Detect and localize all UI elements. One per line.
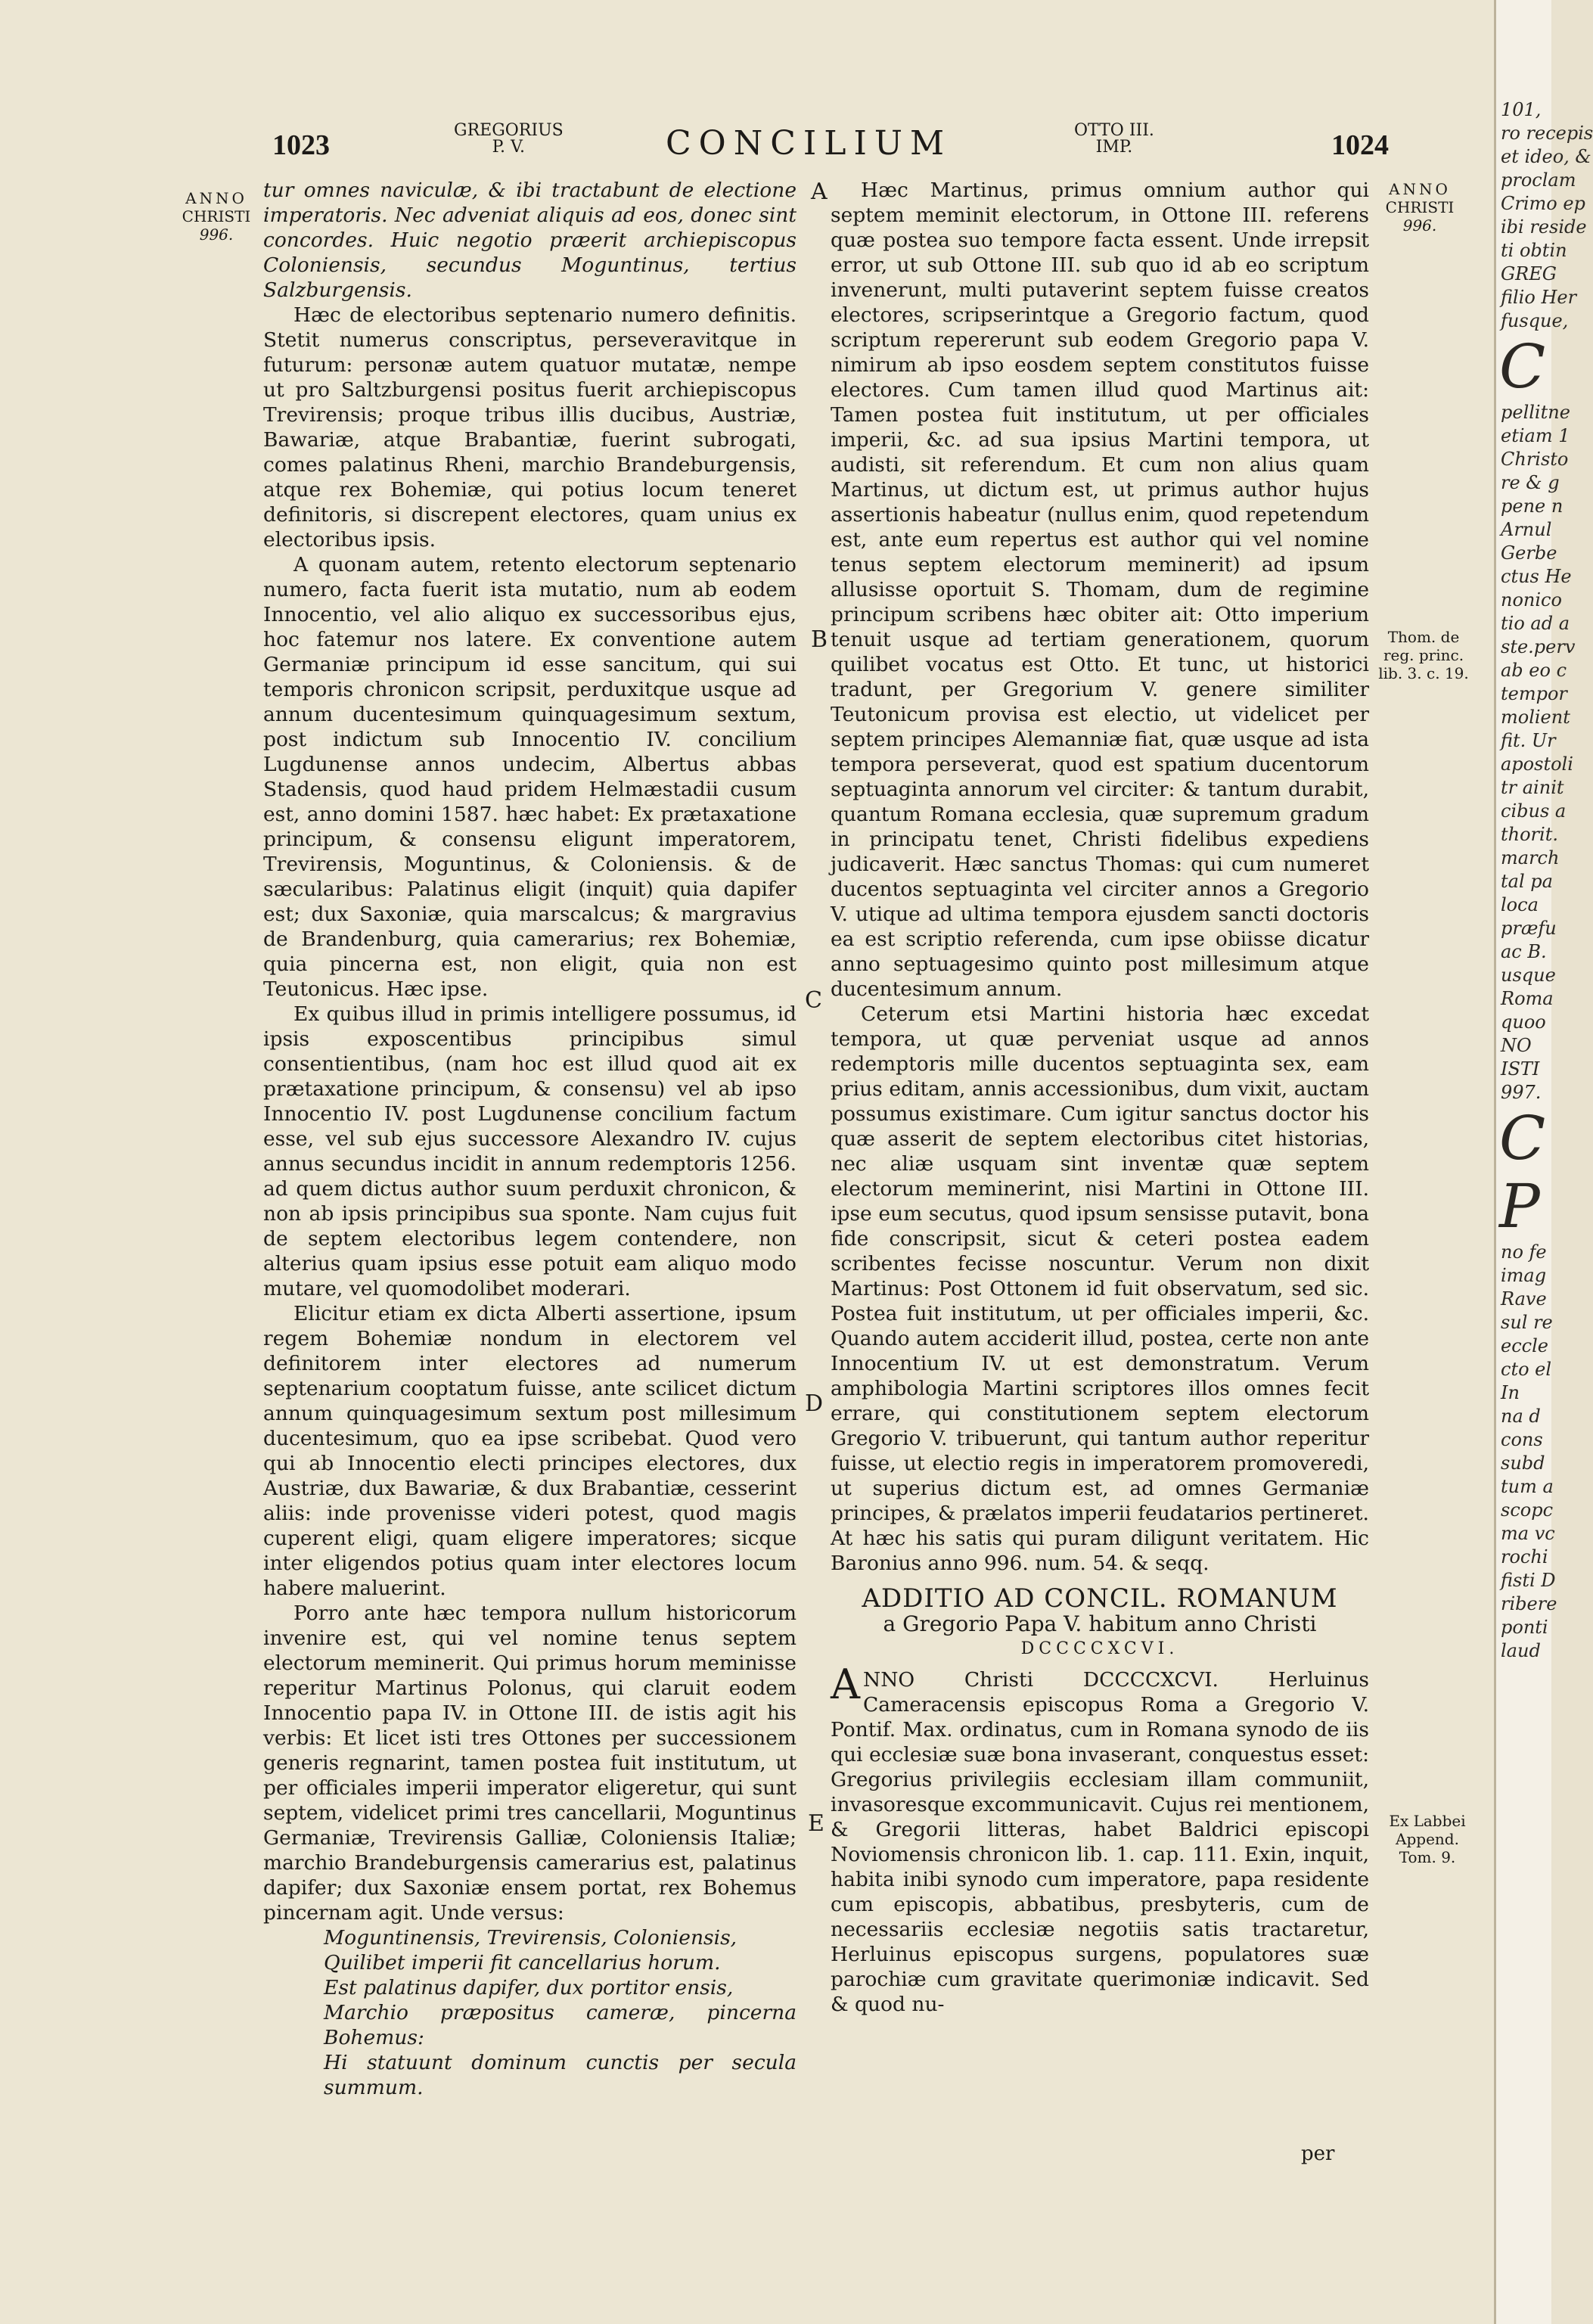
paragraph: Ceterum etsi Martini historia hæc excedat tempora, ut quæ perveniat usque ad annos redemptoris mille ducentos septuaginta sex, eam prius editam, annis accessionibus, dum vixit, auctam possumus existimare. Cum igitur sanctus doctor his quæ asserit de septem electoribus citet historias, nec aliæ usquam sint inventæ quæ septem electorum meminerint, nisi Martini in Ottone III. ipse eum secutus, quod ipsum sensisse putavit, bona fide conscripsit, sicut & ceteri postea eadem scribentes fecisse noscuntur. Verum non dixit Martinus: Post Ottonem id fuit observatum, sed sic. Postea fuit institutum, ut per officiales imperii, &c. Quando autem acciderit illud, postea, certe non ante Innocentium IV. ut est demonstratum. Verum amphibologia Martini scriptores illos omnes fecit errare, qui constitutionem septem electorum Gregorio V. tribuerunt, qui tantum author reperitur fuisse, ut electio regis in imperatorem promoveredi, ut superius dictum est, ad omnes Germaniæ principes, & prælatos imperii feudatarios pertineret. At hæc his satis qui puram diligunt veritatem. Hic Baronius anno 996. num. 54. & seqq. — [831, 1002, 1369, 1575]
adjacent-page-fragment: tal pa — [1501, 871, 1553, 892]
adjacent-page-fragment: cto el — [1501, 1359, 1552, 1380]
verse-line: Hi statuunt dominum cunctis per secula summum. — [324, 2051, 796, 2099]
right-text-column — [831, 178, 1369, 2017]
paragraph-text: NNO Christi DCCCCXCVI. Herluinus Cameracensis episcopus Roma a Gregorio V. Pontif. Max. ordinatus, cum in Romana synodo de iis qui ecclesiæ suæ bona invaserant, conquestus esset: Gregorius privilegiis ecclesiam illam communiit, invasoresque excommunicavit. Cujus rei mentionem, & Gregorii litteras, habet Baldrici episcopi Noviomensis chronicon lib. 1. cap. 111. Exin, inquit, habita inibi synodo cum imperatore, papa residente cum episcopis, abbatibus, presbyteris, cum de necessariis ecclesiæ negotiis satis tractaretur, Herluinus episcopus surgens, populatores suæ parochiæ cum gravitate querimoniæ indicavit. Sed & quod nu- — [831, 1668, 1369, 2016]
anno-label: ANNO — [185, 189, 247, 207]
adjacent-page-fragment: NO — [1501, 1035, 1532, 1056]
adjacent-page-fragment: march — [1501, 847, 1560, 868]
adjacent-page-fragment: Roma — [1501, 988, 1554, 1009]
anno-margin-right — [1378, 180, 1461, 235]
adjacent-page-fragment: na d — [1501, 1406, 1541, 1427]
adjacent-page-fragment: tum a — [1501, 1476, 1554, 1497]
adjacent-page-fragment: Christo — [1501, 449, 1569, 470]
adjacent-page-fragment: filio Her — [1501, 287, 1577, 308]
adjacent-page-fragment: thorit. — [1501, 824, 1558, 845]
adjacent-page-fragment: ab eo c — [1501, 660, 1567, 681]
adjacent-page-fragment: quoo — [1501, 1011, 1546, 1033]
paragraph: Elicitur etiam ex dicta Alberti assertione, ipsum regem Bohemiæ nondum in electorem vel definitorem inter electores ad numerum septenarium cooptatum fuisse, ante scilicet dictum annum quinquagesimum sextum post millesimum ducentesimum, quo ea ipse scribebat. Quod vero qui ab Innocentio electi principes electores, dux Austriæ, dux Bawariæ, & dux Brabantiæ, cesserint aliis: inde provenisse videri potest, quod magis cuperent eligi, quam eligere imperatores; sicque inter eligendos potius quam inter electores locum habere maluerint. — [263, 1302, 796, 1600]
adjacent-page-fragment: In — [1501, 1382, 1520, 1403]
adjacent-page-fragment: Crimo ep — [1501, 193, 1585, 214]
adjacent-page-fragment: etiam 1 — [1501, 425, 1570, 446]
left-text-column — [263, 178, 796, 2100]
adjacent-page-fragment: ribere — [1501, 1593, 1557, 1614]
verse-line: Quilibet imperii fit cancellarius horum. — [324, 1951, 721, 1974]
adjacent-page-fragment: sul re — [1501, 1312, 1553, 1333]
left-page-number: 1023 — [272, 129, 330, 161]
thomas-citation-note: Thom. de reg. princ. lib. 3. c. 19. — [1378, 628, 1469, 682]
year-label: 996. — [1402, 216, 1437, 235]
page-header — [0, 121, 1494, 182]
center-title: CONCILIUM — [666, 124, 952, 163]
adjacent-page-fragment: cons — [1501, 1429, 1543, 1450]
addition-year: DCCCCXCVI. — [1020, 1639, 1179, 1658]
adjacent-page-fragment: Gerbe — [1501, 542, 1557, 564]
adjacent-page-fragment: P — [1499, 1171, 1540, 1241]
verse-block — [324, 1925, 796, 2100]
christi-label: CHRISTI — [182, 207, 251, 225]
adjacent-page-fragment: usque — [1501, 965, 1556, 986]
adjacent-page-fragment: tempor — [1501, 683, 1567, 704]
paragraph: Ex quibus illud in primis intelligere possumus, id ipsis exposcentibus principibus simul consentientibus, (nam hoc est illud quod ait ex prætaxatione principum, & consensu) vel ab ipso Innocentio IV. post Lugdunense concilium factum esse, vel sub ejus successore Alexandro IV. cujus annus secundus incidit in annum redemptoris 1256. ad quem dictus author suum perduxit chronicon, & non ab ipsis principibus sua sponte. Nam cujus fuit de septem electoribus legem contendere, non alterius quam ipsius esse potuit eam aliquo modo mutare, vel quomodolibet moderari. — [263, 1002, 796, 1300]
catchword: per — [1301, 2142, 1335, 2165]
addition-heading — [831, 1583, 1369, 1661]
labbe-citation-note: Ex Labbei Append. Tom. 9. — [1389, 1812, 1466, 1866]
section-letter-d: D — [805, 1390, 824, 1417]
paragraph — [831, 1661, 1369, 2017]
paragraph: tur omnes naviculæ, & ibi tractabunt de electione imperatoris. Nec adveniat aliquis ad eos, donec sint concordes. Huic negotio præerit archiepiscopus Coloniensis, secundus Moguntinus, tertius Salzburgensis. — [263, 179, 796, 302]
adjacent-page-fragment: nonico — [1501, 589, 1562, 611]
addition-subtitle: a Gregorio Papa V. habitum anno Christi — [883, 1611, 1317, 1636]
adjacent-page-fragment: 997. — [1501, 1082, 1542, 1103]
paragraph: Porro ante hæc tempora nullum historicorum invenire est, qui vel nomine tenus septem electorum meminerit. Qui primus horum meminisse reperitur Martinus Polonus, qui claruit eodem Innocentio papa IV. in Ottone III. de istis agit his verbis: Et licet isti tres Ottones per successionem generis regnarint, tamen postea fuit institutum, ut per officiales imperii imperator eligeretur, qui sunt septem, videlicet primi tres cancellarii, Moguntinus Germaniæ, Trevirensis Galliæ, Coloniensis Italiæ; marchio Brandeburgensis camerarius est, palatinus dapifer; dux Saxoniæ ensem portat, rex Bohemus pincernam agit. Unde versus: — [263, 1602, 796, 1925]
verse-line: Moguntinensis, Trevirensis, Coloniensis, — [324, 1926, 738, 1950]
adjacent-page-fragment: laud — [1501, 1640, 1541, 1661]
section-letter-a: A — [811, 179, 828, 205]
adjacent-page-fragment: tr ainit — [1501, 777, 1564, 798]
adjacent-page-fragment: subd — [1501, 1452, 1545, 1474]
adjacent-page-fragment: scopc — [1501, 1499, 1554, 1521]
adjacent-page-fragment: molient — [1501, 707, 1570, 728]
paragraph: A quonam autem, retento electorum septenario numero, facta fuerit ista mutatio, num ab eodem Innocentio, vel alio aliquo ex successoribus ejus, hoc fatemur nos latere. Ex conventione autem Germaniæ principum id esse sancitum, qui sui temporis chronicon scripsit, perduxitque usque ad annum ducentesimum quinquagesimum sextum, post indictum sub Innocentio IV. concilium Lugdunense annos undecim, Albertus abbas Stadensis, quod haud pridem Helmæstadii cusum est, anno domini 1587. hæc habet: Ex prætaxatione principum, & consensu eligunt imperatorem, Trevirensis, Moguntinus, & Coloniensis. & de sæcularibus: Palatinus eligit (inquit) quia dapifer est; dux Saxoniæ, quia marscalcus; & margravius de Brandenburg, quia camerarius; rex Bohemiæ, quia pincerna est, non eligit, quia non est Teutonicus. Hæc ipse. — [263, 553, 796, 1001]
section-letter-e: E — [808, 1810, 824, 1837]
adjacent-page-fragment: ctus He — [1501, 566, 1572, 587]
section-letter-b: B — [811, 626, 828, 653]
adjacent-page-fragment: apostoli — [1501, 753, 1573, 775]
paragraph: Hæc Martinus, primus omnium author qui septem meminit electorum, in Ottone III. referens quæ postea suo tempore facta essent. Unde irrepsit error, ut sub Ottone III. sub quo id ab eo scriptum invenerunt, multi putaverint septem fuisse creatos electores, scripserintque a Gregorio factum, quod scriptum repererunt sub eodem Gregorio papa V. nimirum ab ipso eosdem septem constitutos fuisse electores. Cum tamen illud quod Martinus ait: Tamen postea fuit institutum, ut per officiales imperii, &c. ad sua ipsius Martini tempora, ut audisti, sit referendum. Et cum non alius quam Martinus, ut dictum est, ut primus author hujus assertionis habeatur (nullus enim, quod repetendum est, ante eum repertus est author qui vel nomine tenus septem electorum meminerit) ad ipsum allusisse oportuit S. Thomam, dum de regimine principum scribens hæc obiter ait: Otto imperium tenuit usque ad tertiam generationem, quorum quilibet vocatus est Otto. Et tunc, ut historici tradunt, per Gregorium V. genere similiter Teutonicum provisa est electio, ut videlicet per septem principes Alemanniæ fiat, quæ usque ad ista tempora perseverat, quod est spatium ducentorum septuaginta annorum vel circiter: & tantum durabit, quantum Romana ecclesia, quæ supremum gradum in principatu tenet, Christi fidelibus expediens judicaverit. Hæc sanctus Thomas: qui cum numeret ducentos septuaginta vel circiter annos a Gregorio V. utique ad ultima tempora ejusdem sancti doctoris ea est scriptio referenda, cum ipse obiisse dicatur anno septuagesimo quinto post millesimum atque ducentesimum annum. — [831, 179, 1369, 1001]
adjacent-page-fragment: tio ad a — [1501, 613, 1570, 634]
adjacent-page-fragment: præfu — [1501, 918, 1557, 939]
right-page-number: 1024 — [1331, 129, 1389, 161]
adjacent-page-fragment: 101, — [1501, 99, 1542, 120]
anno-margin-left — [171, 189, 262, 244]
adjacent-page-fragment: Arnul — [1501, 519, 1552, 540]
adjacent-page-fragment: C — [1499, 331, 1546, 402]
left-running-head — [454, 123, 564, 156]
adjacent-page-fragment: imag — [1501, 1265, 1547, 1286]
adjacent-page-fragment: et ideo, & — [1501, 146, 1591, 167]
adjacent-page-fragment: fit. Ur — [1501, 730, 1556, 751]
adjacent-page-fragment: ma vc — [1501, 1523, 1555, 1544]
verse-line: Est palatinus dapifer, dux portitor ensis, — [324, 1976, 734, 1999]
year-label: 996. — [199, 225, 234, 244]
adjacent-page-fragment: pellitne — [1501, 402, 1570, 423]
section-letter-c: C — [805, 987, 822, 1014]
adjacent-page-fragment: no fe — [1501, 1241, 1547, 1263]
adjacent-page-fragment: eccle — [1501, 1335, 1548, 1356]
adjacent-page-fragment: rochi — [1501, 1546, 1548, 1567]
drop-cap: A — [831, 1661, 860, 1708]
left-running-sub: P. V. — [492, 138, 526, 157]
adjacent-page-fragment: cibus a — [1501, 800, 1567, 822]
adjacent-page-fragment: proclam — [1501, 169, 1576, 191]
adjacent-page-fragment: GREG — [1501, 263, 1557, 284]
adjacent-page-fragment: ro recepis — [1501, 123, 1593, 144]
adjacent-page-fragment: ISTI — [1501, 1058, 1540, 1080]
christi-label: CHRISTI — [1385, 198, 1455, 216]
adjacent-page-text — [1496, 0, 1593, 1663]
adjacent-page-fragment: ti obtin — [1501, 240, 1567, 261]
adjacent-page-edge — [1494, 0, 1593, 2324]
adjacent-page-fragment: ste.perv — [1501, 636, 1576, 657]
paragraph: Hæc de electoribus septenario numero definitis. Stetit numerus conscriptus, perseveravitque in futurum: personæ autem quatuor mutatæ, nempe ut pro Saltzburgensi positus fuerit archiepiscopus Trevirensis; proque tribus illis ducibus, Austriæ, Bawariæ, atque Brabantiæ, fuerint subrogati, comes palatinus Rheni, marchio Brandeburgensis, atque rex Bohemiæ, qui potius locum teneret definitoris, si discrepent electores, quam unius ex electoribus ipsis. — [263, 303, 796, 551]
right-running-title: OTTO III. — [1074, 121, 1154, 140]
adjacent-page-fragment: fusque, — [1501, 310, 1569, 331]
adjacent-page-fragment: re & g — [1501, 472, 1560, 493]
anno-label: ANNO — [1389, 180, 1451, 198]
adjacent-page-fragment: loca — [1501, 894, 1539, 915]
left-running-title: GREGORIUS — [454, 121, 564, 140]
addition-title: ADDITIO AD CONCIL. ROMANUM — [862, 1583, 1338, 1614]
adjacent-page-fragment: pene n — [1501, 496, 1564, 517]
adjacent-page-fragment: fisti D — [1501, 1570, 1556, 1591]
verse-line: Marchio præpositus cameræ, pincerna Bohemus: — [324, 2001, 796, 2049]
adjacent-page-fragment: ponti — [1501, 1617, 1548, 1638]
right-running-head — [1074, 123, 1154, 156]
right-running-sub: IMP. — [1095, 138, 1133, 157]
adjacent-page-fragment: C — [1499, 1103, 1546, 1173]
adjacent-page-fragment: ibi reside — [1501, 216, 1587, 238]
adjacent-page-fragment: ac B. — [1501, 941, 1547, 962]
adjacent-page-fragment: Rave — [1501, 1288, 1547, 1310]
